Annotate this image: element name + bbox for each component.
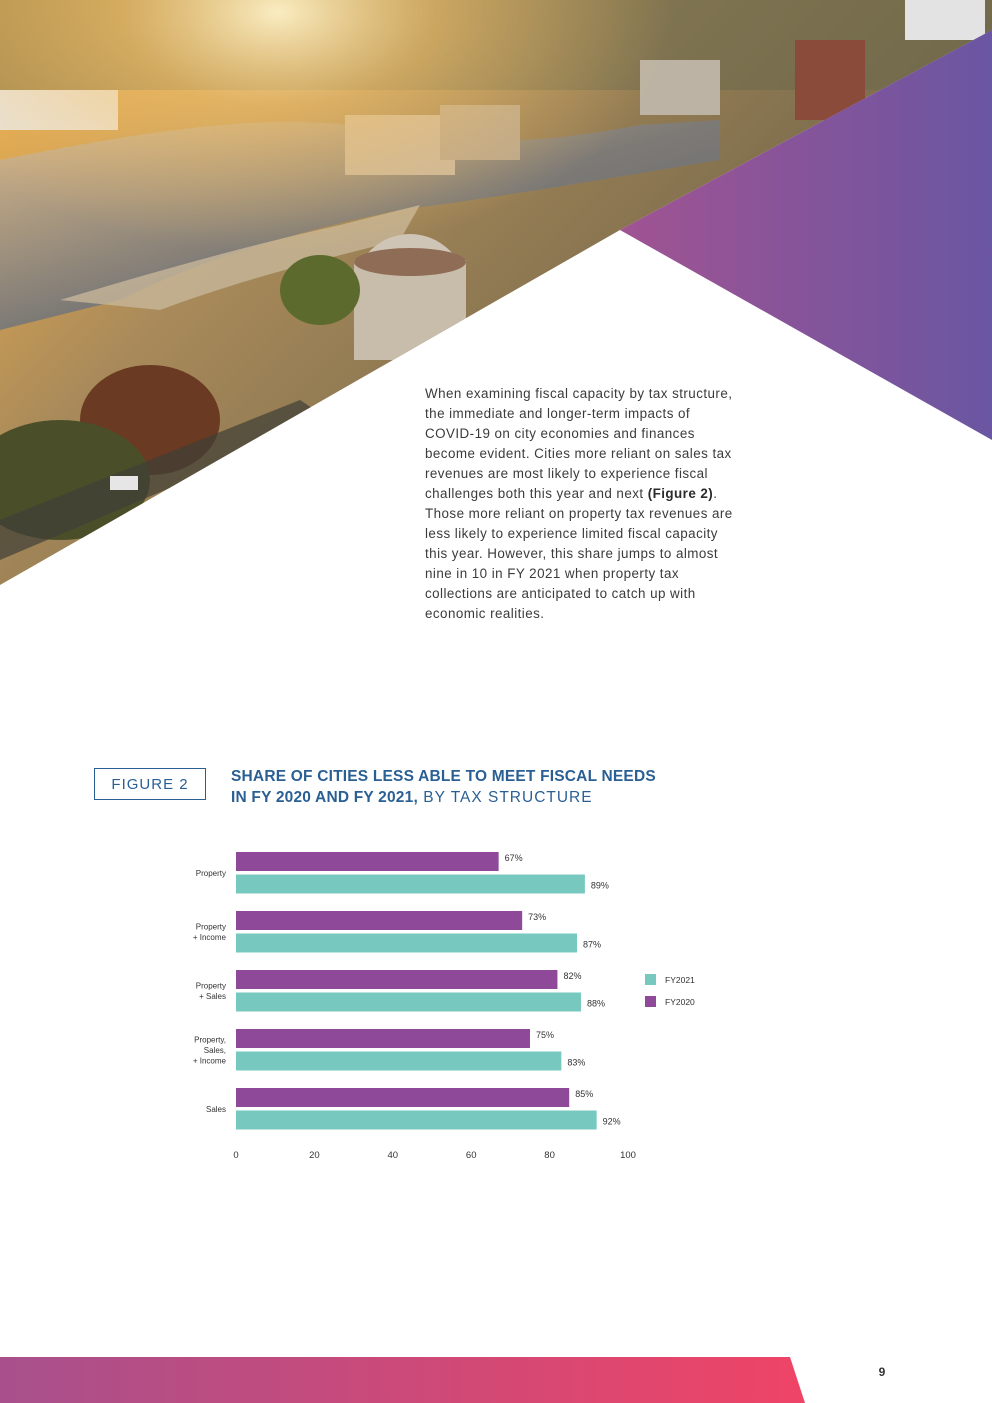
- legend-swatch-fy2020: [645, 996, 656, 1007]
- category-label: Property,: [194, 1035, 226, 1045]
- legend-label: FY2021: [665, 975, 695, 985]
- body-text-part-2: . Those more reliant on property tax revenues are less likely to experience limited fiscal capacity this year. However, this share jumps to almost nine in 10 in FY 2021 when property tax collections are anticipated to catch up with economic realities.: [425, 486, 733, 621]
- bar-fy2020: [236, 1088, 569, 1107]
- footer-band: [0, 1357, 992, 1403]
- x-tick-label: 40: [387, 1150, 399, 1161]
- category-label: Property: [195, 981, 226, 991]
- bar-value-label: 92%: [602, 1116, 621, 1127]
- figure-title-line-1: SHARE OF CITIES LESS ABLE TO MEET FISCAL NEEDS: [231, 768, 656, 785]
- figure-title: [231, 766, 791, 808]
- bar-fy2021: [236, 934, 577, 953]
- bar-value-label: 83%: [567, 1057, 586, 1068]
- legend-swatch-fy2021: [645, 974, 656, 985]
- bar-value-label: 87%: [583, 939, 602, 950]
- bar-fy2021: [236, 1111, 597, 1130]
- bar-value-label: 82%: [563, 971, 582, 981]
- bar-value-label: 89%: [590, 880, 609, 891]
- bar-fy2020: [236, 970, 557, 989]
- category-label: Sales: [205, 1104, 226, 1114]
- category-label: + Income: [192, 933, 226, 942]
- bar-fy2021: [236, 1052, 561, 1071]
- x-tick-label: 80: [544, 1150, 555, 1161]
- x-tick-label: 100: [620, 1150, 636, 1161]
- bar-chart: [160, 840, 740, 1180]
- body-text-part-1: When examining fiscal capacity by tax structure, the immediate and longer-term impacts of COVID-19 on city economies and finances become evident. Cities more reliant on sales tax revenues are most likely to experience fiscal challenges both this year and next: [425, 386, 733, 501]
- category-label: Property: [195, 868, 226, 878]
- category-label: + Income: [192, 1056, 226, 1066]
- figure-label-text: FIGURE 2: [111, 775, 189, 793]
- x-tick-label: 60: [465, 1150, 477, 1161]
- bar-value-label: 88%: [586, 998, 605, 1009]
- figure-label: [94, 768, 206, 800]
- category-label: + Sales: [199, 992, 226, 1001]
- bar-fy2020: [236, 1029, 530, 1048]
- category-label: Property: [195, 922, 226, 932]
- category-label: Sales,: [203, 1045, 226, 1055]
- bar-value-label: 67%: [504, 853, 523, 863]
- figure-title-line-2: [231, 787, 791, 808]
- bar-fy2021: [236, 875, 585, 894]
- x-tick-label: 0: [233, 1150, 239, 1161]
- legend-label: FY2020: [665, 997, 695, 1007]
- page-number: 9: [878, 1365, 886, 1379]
- bar-fy2020: [236, 852, 499, 871]
- figure-reference: (Figure 2): [647, 486, 714, 501]
- bar-fy2021: [236, 993, 581, 1012]
- x-tick-label: 20: [309, 1150, 320, 1161]
- bar-value-label: 85%: [575, 1089, 594, 1099]
- bar-value-label: 73%: [528, 912, 547, 922]
- body-paragraph: [425, 384, 740, 624]
- figure-title-line-2-light: BY TAX STRUCTURE: [417, 789, 593, 806]
- bar-value-label: 75%: [536, 1030, 555, 1040]
- bar-fy2020: [236, 911, 522, 930]
- figure-title-line-2-bold: IN FY 2020 AND FY 2021,: [231, 789, 418, 806]
